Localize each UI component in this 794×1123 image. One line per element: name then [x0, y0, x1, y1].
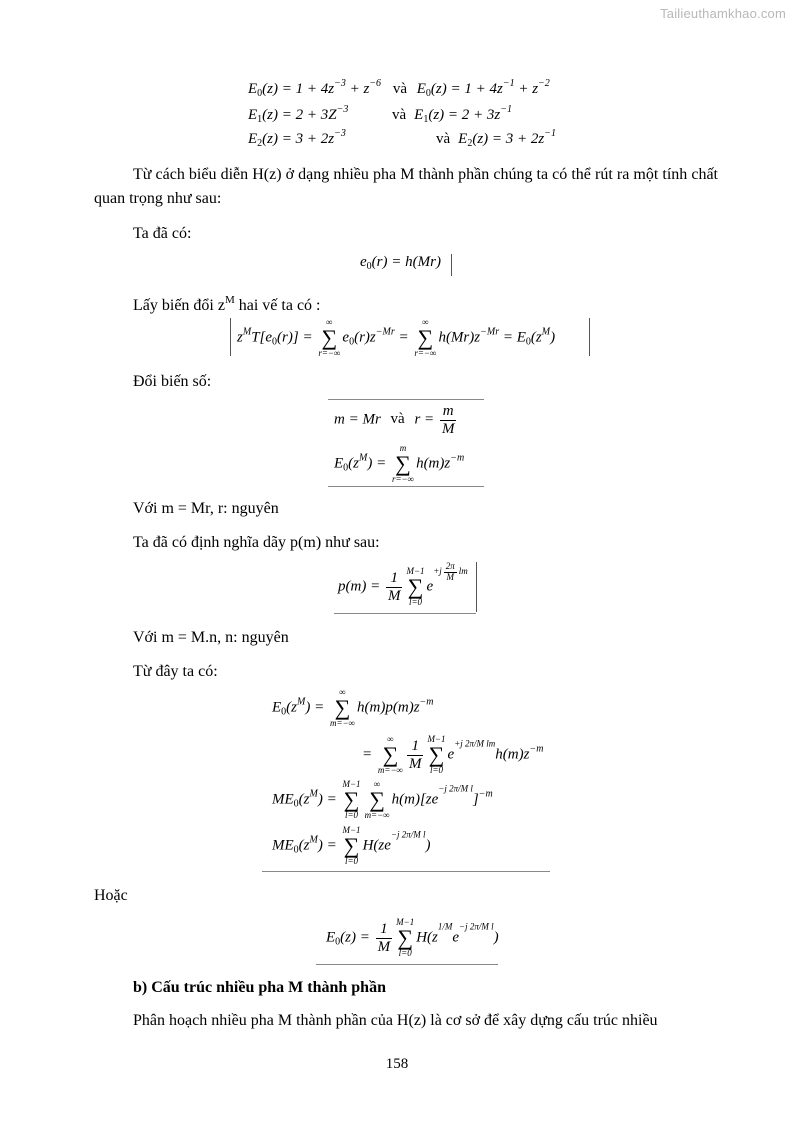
text-voi-m-mr: Với m = Mr, r: nguyên [133, 500, 279, 517]
rule-pm [334, 613, 476, 614]
watermark: Tailieuthamkhao.com [660, 6, 786, 21]
text-dinh-nghia: Ta đã có định nghĩa dãy p(m) như sau: [133, 534, 380, 551]
equation-substitution-1: m = Mr và r = $\frac{m}{M}$ [334, 403, 455, 437]
text-tu-day: Từ đây ta có: [133, 663, 218, 680]
poly-row-2-rhs: và $E_2(z) = 3 + 2z^{-1}$ [436, 128, 557, 149]
equation-derivation-3: $ME_0(z^M)$ = M−1 ∑ l=0 ∞ ∑ m=−∞ $h(m)[ze^{-j 2\pi/M l}]^{-m}$ [272, 779, 493, 820]
equation-substitution-2: $E_0(z^M)$ = m ∑ r=−∞ $h(m)z^{-m}$ [334, 443, 465, 484]
paragraph-structure: Phân hoạch nhiều pha M thành phần của H(z) là cơ sở để xây dựng cấu trúc nhiều [133, 1012, 658, 1029]
poly-row-2: $E_2(z) = 3 + 2z^{-3}$ [248, 128, 346, 149]
equation-z-transform: $z^MT[e_0(r)]$ = ∞ ∑ r=−∞ $e_0(r)z^{-Mr}$ = ∞ ∑ r=−∞ $h(Mr)z^{-Mr} = E_0(z^M)$ [230, 318, 590, 356]
rule-bottom [328, 486, 484, 487]
poly-row-1-rhs: và $E_1(z) = 2 + 3z^{-1}$ [392, 104, 513, 125]
poly-row-1: $E_1(z) = 2 + 3Z^{-3}$ [248, 104, 349, 125]
page-number: 158 [385, 1056, 409, 1072]
rule-top [328, 399, 484, 400]
text-hoac: Hoặc [94, 887, 128, 904]
rule-derivation [262, 871, 550, 872]
equation-e0r: $e_0(r) = h(Mr)$ [360, 254, 452, 276]
poly-row-0: $E_0(z) = 1 + 4z^{-3} + z^{-6}$ và $E_0(z) = 1 + 4z^{-1} + z^{-2}$ [248, 78, 550, 99]
text-ta-da-co: Ta đã có: [133, 225, 192, 242]
equation-derivation-4: $ME_0(z^M)$ = M−1 ∑ l=0 $H(ze^{-j 2\pi/M l})$ [272, 825, 431, 866]
text-voi-m-mn: Với m = M.n, n: nguyên [133, 629, 289, 646]
paragraph-property: Từ cách biểu diễn H(z) ở dạng nhiều pha M thành phần chúng ta có thể rút ra một tính chất quan trọng như sau: [94, 166, 718, 207]
text-doi-bien-so: Đổi biến số: [133, 373, 212, 390]
equation-pm: p(m) = $\frac{1}{M}$ M−1 ∑ l=0 $e^{+j \frac{2\pi}{M} lm}$ [338, 562, 477, 612]
rule-final [316, 964, 498, 965]
text-lay-bien-doi: Lấy biến đổi $z^M$ hai vế ta có : [133, 294, 321, 314]
equation-final: $E_0(z)$ = $\frac{1}{M}$ M−1 ∑ l=0 $H(z^{1/M}e^{-j 2\pi/M l})$ [326, 917, 499, 958]
equation-derivation-1: $E_0(z^M)$ = ∞ ∑ m=−∞ $h(m)p(m)z^{-m}$ [272, 687, 434, 728]
section-heading-b: b) Cấu trúc nhiều pha M thành phần [133, 979, 386, 996]
equation-derivation-2: = ∞ ∑ m=−∞ $\frac{1}{M}$ M−1 ∑ l=0 $e^{+j 2\pi/M lm}h(m)z^{-m}$ [362, 734, 544, 775]
